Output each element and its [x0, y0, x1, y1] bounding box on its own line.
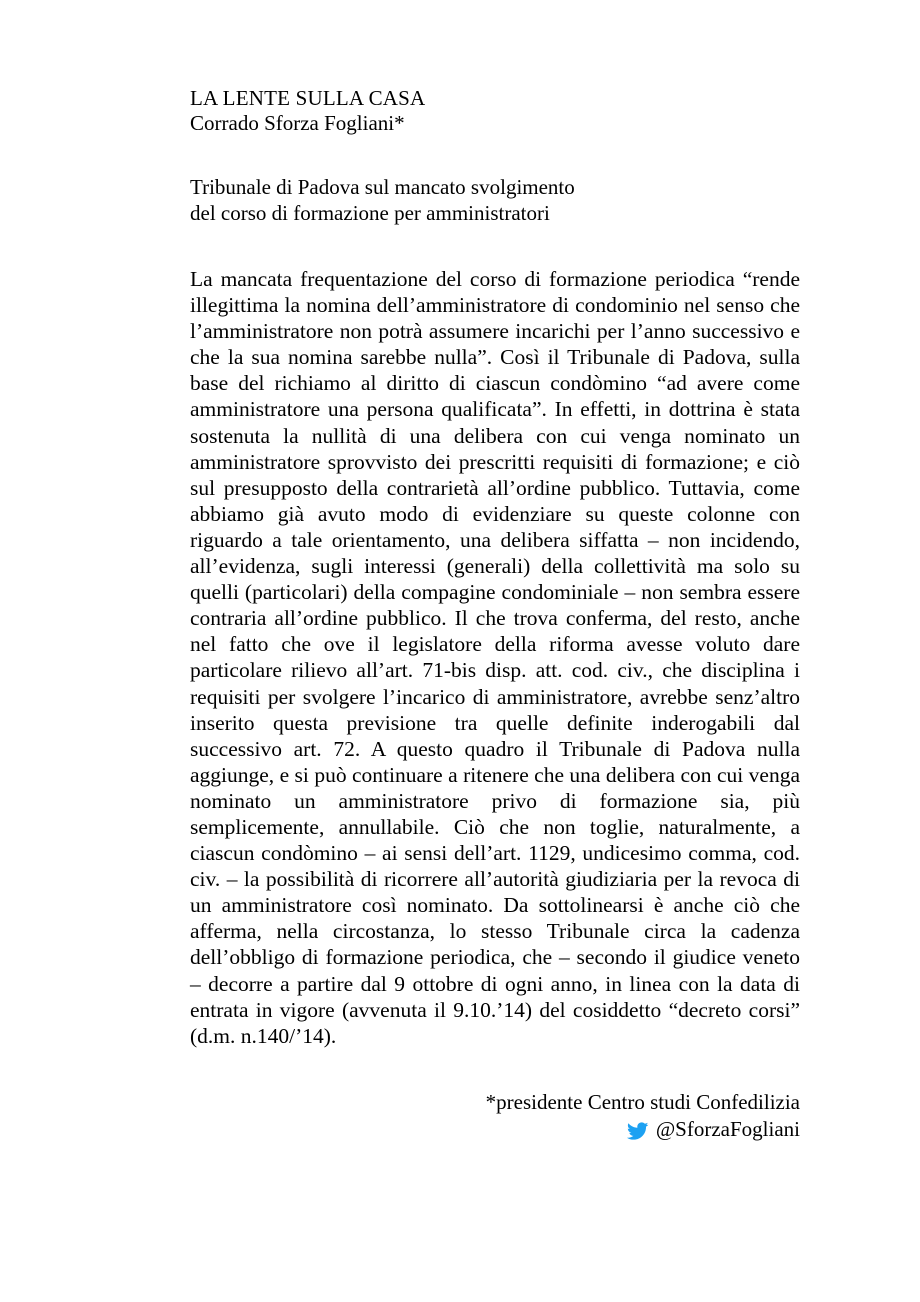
twitter-icon — [626, 1120, 649, 1143]
column-title: LA LENTE SULLA CASA — [190, 86, 426, 110]
subtitle-line-2: del corso di formazione per amministratori — [190, 201, 550, 225]
article-body — [190, 266, 800, 1049]
social-handle-row — [190, 1116, 800, 1143]
article-subtitle — [190, 174, 800, 226]
subtitle-line-1: Tribunale di Padova sul mancato svolgimento — [190, 175, 575, 199]
masthead — [190, 86, 800, 136]
article-paragraph: La mancata frequentazione del corso di formazione periodica “rende illegittima la nomina dell’amministratore di condominio nel senso che l’amministratore non potrà assumere incarichi per l’anno successivo e che la sua nomina sarebbe nulla”. Così il Tribunale di Padova, sulla base del richiamo al diritto di ciascun condòmino “ad avere come amministratore una persona qualificata”. In effetti, in dottrina è stata sostenuta la nullità di una delibera con cui venga nominato un amministratore sprovvisto dei prescritti requisiti di formazione; e ciò sul presupposto della contrarietà all’ordine pubblico. Tuttavia, come abbiamo già avuto modo di evidenziare su queste colonne con riguardo a tale orientamento, una delibera siffatta – non incidendo, all’evidenza, sugli interessi (generali) della collettività ma solo su quelli (particolari) della compagine condominiale – non sembra essere contraria all’ordine pubblico. Il che trova conferma, del resto, anche nel fatto che ove il legislatore della riforma avesse voluto dare particolare rilievo all’art. 71-bis disp. att. cod. civ., che disciplina i requisiti per svolgere l’incarico di amministratore, avrebbe senz’altro inserito questa previsione tra quelle definite inderogabili dal successivo art. 72. A questo quadro il Tribunale di Padova nulla aggiunge, e si può continuare a ritenere che una delibera con cui venga nominato un amministratore privo di formazione sia, più semplicemente, annullabile. Ciò che non toglie, naturalmente, a ciascun condòmino – ai sensi dell’art. 1129, undicesimo comma, cod. civ. – la possibilità di ricorrere all’autorità giudiziaria per la revoca di un amministratore così nominato. Da sottolinearsi è anche ciò che afferma, nella circostanza, lo stesso Tribunale circa la cadenza dell’obbligo di formazione periodica, che – secondo il giudice veneto – decorre a partire dal 9 ottobre di ogni anno, in linea con la data di entrata in vigore (avvenuta il 9.10.’14) del cosiddetto “decreto corsi” (d.m. n.140/’14). — [190, 267, 800, 1048]
signature-block — [190, 1089, 800, 1143]
page-content — [190, 86, 800, 1143]
twitter-handle: @SforzaFogliani — [655, 1116, 800, 1141]
author-byline: Corrado Sforza Fogliani* — [190, 111, 405, 135]
author-role-note: *presidente Centro studi Confedilizia — [485, 1089, 800, 1114]
